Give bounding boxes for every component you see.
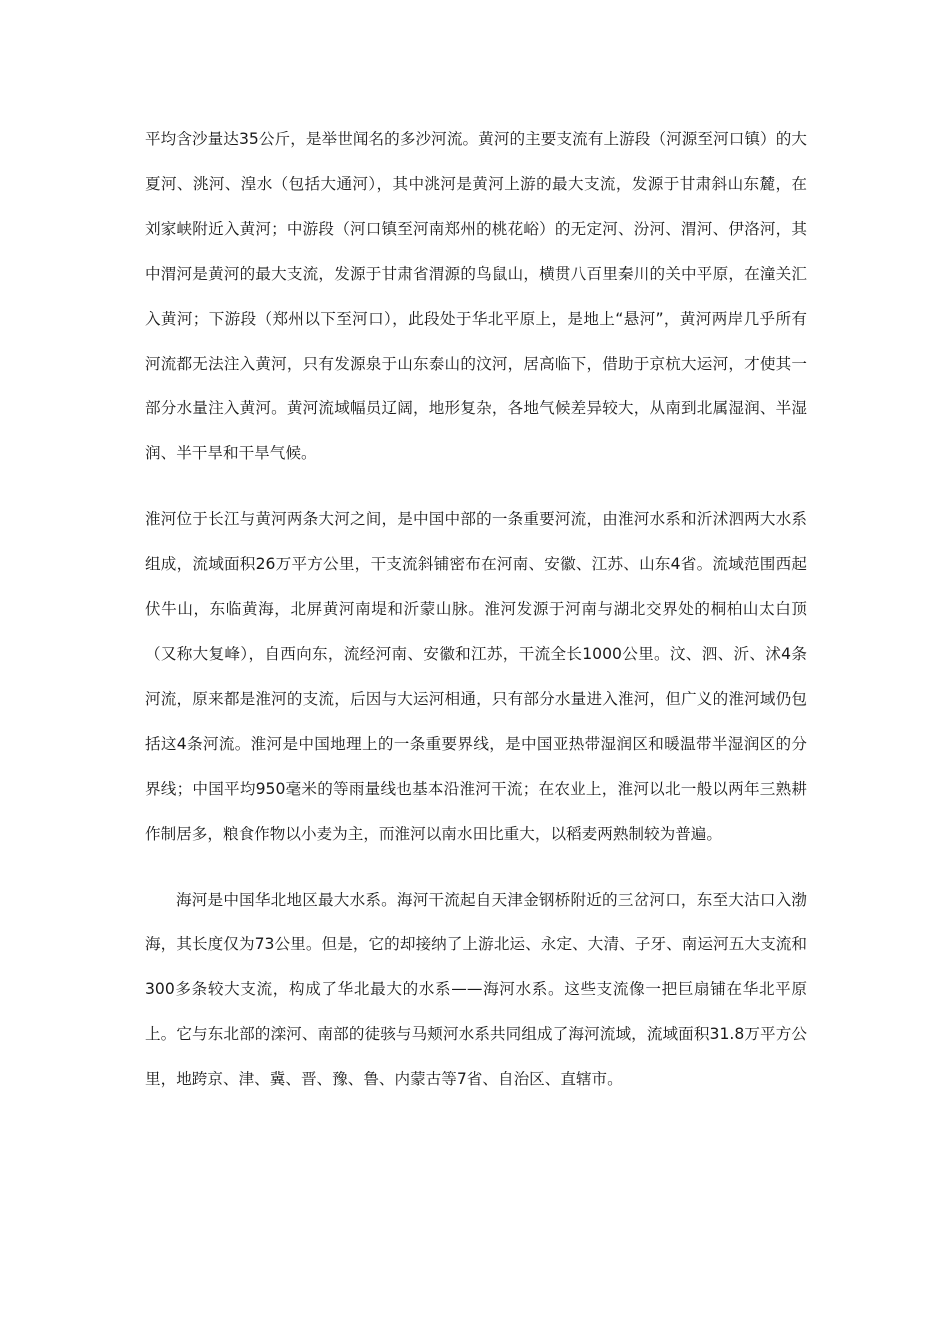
- paragraph-yellow-river: 平均含沙量达35公斤，是举世闻名的多沙河流。黄河的主要支流有上游段（河源至河口镇）的大夏河、洮河、湟水（包括大通河），其中洮河是黄河上游的最大支流，发源于甘肃斜山东麓，在刘家峡附近入黄河；中游段（河口镇至河南郑州的桃花峪）的无定河、汾河、渭河、伊洛河，其中渭河是黄河的最大支流，发源于甘肃省渭源的鸟鼠山，横贯八百里秦川的关中平原，在潼关汇入黄河；下游段（郑州以下至河口），此段处于华北平原上，是地上“悬河”，黄河两岸几乎所有河流都无法注入黄河，只有发源泉于山东泰山的汶河，居高临下，借助于京杭大运河，才使其一部分水量注入黄河。黄河流域幅员辽阔，地形复杂，各地气候差异较大，从南到北属湿润、半湿润、半干旱和干旱气候。: [145, 130, 807, 463]
- document-body: [145, 117, 807, 1123]
- paragraph-hai-river: 海河是中国华北地区最大水系。海河干流起自天津金钢桥附近的三岔河口，东至大沽口入渤海，其长度仅为73公里。但是，它的却接纳了上游北运、永定、大清、子牙、南运河五大支流和300多条较大支流，构成了华北最大的水系——海河水系。这些支流像一把巨扇铺在华北平原上。它与东北部的滦河、南部的徒骇与马颊河水系共同组成了海河流域，流域面积31.8万平方公里，地跨京、津、冀、晋、豫、鲁、内蒙古等7省、自治区、直辖市。: [145, 890, 807, 1089]
- paragraph-huai-river: 淮河位于长江与黄河两条大河之间，是中国中部的一条重要河流，由淮河水系和沂沭泗两大水系组成，流域面积26万平方公里，干支流斜铺密布在河南、安徽、江苏、山东4省。流域范围西起伏牛山，东临黄海，北屏黄河南堤和沂蒙山脉。淮河发源于河南与湖北交界处的桐柏山太白顶（又称大复峰），自西向东，流经河南、安徽和江苏，干流全长1000公里。汶、泗、沂、沭4条河流，原来都是淮河的支流，后因与大运河相通，只有部分水量进入淮河，但广义的淮河域仍包括这4条河流。淮河是中国地理上的一条重要界线，是中国亚热带湿润区和暖温带半湿润区的分界线；中国平均950毫米的等雨量线也基本沿淮河干流；在农业上，淮河以北一般以两年三熟耕作制居多，粮食作物以小麦为主，而淮河以南水田比重大，以稻麦两熟制较为普遍。: [145, 510, 807, 843]
